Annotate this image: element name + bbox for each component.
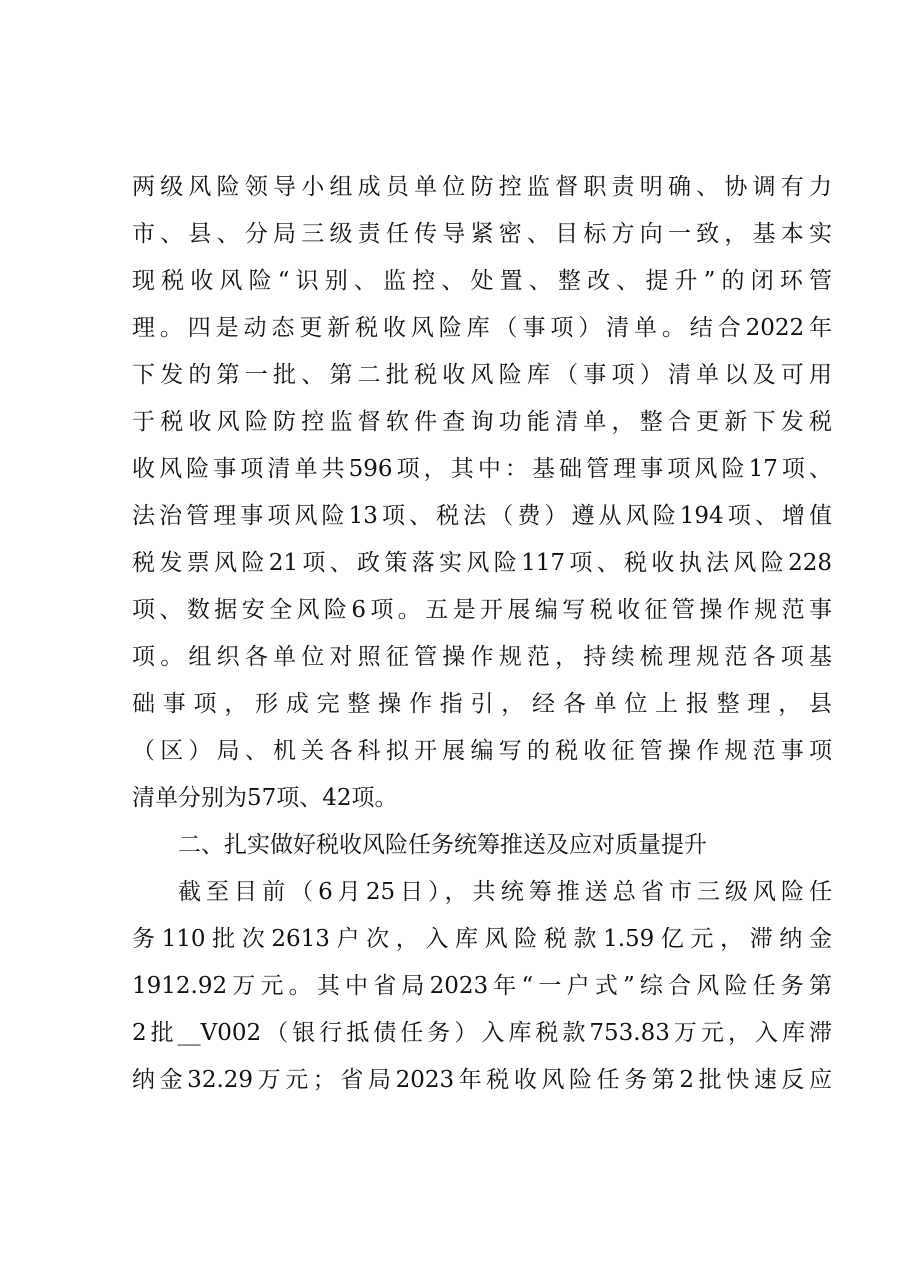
paragraph-line: 础事项，形成完整操作指引，经各单位上报整理，县 <box>132 691 832 717</box>
paragraph-line: 1912.92万元。其中省局2023年“一户式”综合风险任务第 <box>132 973 832 999</box>
document-body <box>132 164 832 1104</box>
paragraph-line: 市、县、分局三级责任传导紧密、目标方向一致，基本实 <box>132 221 832 247</box>
paragraph-line: 法治管理事项风险13项、税法（费）遵从风险194项、增值 <box>132 503 832 529</box>
paragraph-line: 现税收风险“识别、监控、处置、整改、提升”的闭环管 <box>132 268 832 294</box>
paragraph-line: 截至目前（6月25日），共统筹推送总省市三级风险任 <box>178 879 832 905</box>
paragraph-line: （区）局、机关各科拟开展编写的税收征管操作规范事项 <box>132 738 832 764</box>
paragraph-line: 税发票风险21项、政策落实风险117项、税收执法风险228 <box>132 550 832 576</box>
paragraph-line: 清单分别为57项、42项。 <box>132 785 398 811</box>
paragraph-line: 于税收风险防控监督软件查询功能清单，整合更新下发税 <box>132 409 832 435</box>
paragraph-line: 纳金32.29万元；省局2023年税收风险任务第2批快速反应 <box>132 1067 832 1093</box>
paragraph-line: 收风险事项清单共596项，其中：基础管理事项风险17项、 <box>132 456 832 482</box>
paragraph-line: 两级风险领导小组成员单位防控监督职责明确、协调有力 <box>132 174 832 200</box>
paragraph-line: 2批__V002（银行抵债任务）入库税款753.83万元，入库滞 <box>132 1020 832 1046</box>
paragraph-line: 理。四是动态更新税收风险库（事项）清单。结合2022年 <box>132 315 832 341</box>
paragraph-line: 项。组织各单位对照征管操作规范，持续梳理规范各项基 <box>132 644 832 670</box>
paragraph-line: 下发的第一批、第二批税收风险库（事项）清单以及可用 <box>132 362 832 388</box>
paragraph-line: 项、数据安全风险6项。五是开展编写税收征管操作规范事 <box>132 597 832 623</box>
section-heading: 二、扎实做好税收风险任务统筹推送及应对质量提升 <box>178 832 707 858</box>
paragraph-line: 务110批次2613户次，入库风险税款1.59亿元，滞纳金 <box>132 926 832 952</box>
